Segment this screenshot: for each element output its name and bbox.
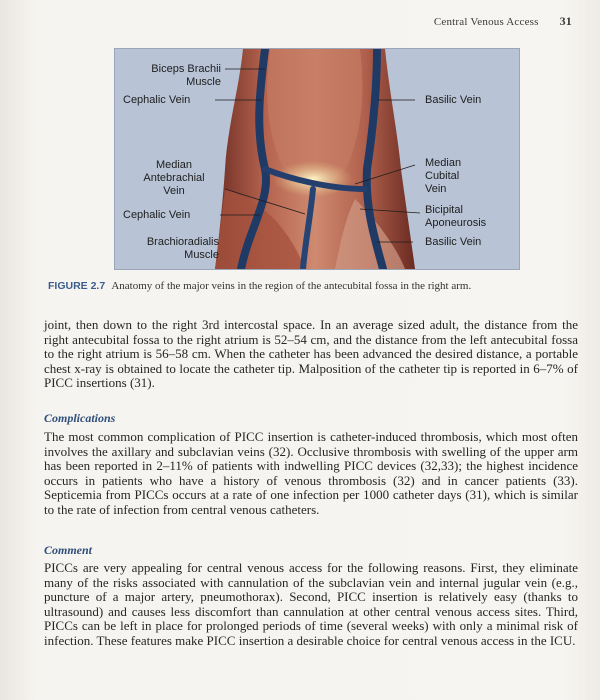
label-median-antebrachial [129, 159, 219, 198]
label-median-cubital [425, 157, 461, 196]
anatomy-figure [114, 48, 520, 270]
heading-complications: Complications [44, 411, 116, 425]
label-cephalic-bottom-text: Cephalic Vein [123, 209, 191, 221]
label-bicipital-text: Bicipital Aponeurosis [425, 204, 487, 229]
label-median-cubital-text: Median Cubital Vein [425, 157, 462, 195]
label-bicipital-aponeurosis [425, 204, 486, 230]
paragraph-2: The most common complication of PICC insertion is catheter-induced thrombosis, which most often involves the axillary and subclavian veins (32). Occlusive thrombosis with swelling of the upper arm has been reported in 2–11% of patients with indwelling PICC devices (32,33); the highest incidence occurs in patients who have a history of venous thrombosis (32) and in cancer patients (33). Septicemia from PICCs occurs at a rate of one infection per 1000 catheter days (31), which is similar to the rate of infection from central venous catheters. [44, 429, 578, 517]
paragraph-3: PICCs are very appealing for central venous access for the following reasons. First, they eliminate many of the risks associated with cannulation of the subclavian vein and internal jugular vein (e.g., puncture of a major artery, pneumothorax). Second, PICC insertion is relatively easy (thanks to ultrasound) and causes less discomfort than cannulation at other central venous access sites. Third, PICCs can be left in place for prolonged periods of time (several weeks) with only a minimal risk of infection. These features make PICC insertion a desirable choice for central venous access in the ICU. [44, 560, 578, 648]
label-basilic-vein-bottom [425, 236, 481, 249]
label-cephalic-vein-bottom [123, 209, 190, 222]
page-number: 31 [559, 14, 572, 28]
figure-caption [48, 279, 568, 293]
label-biceps-brachii [121, 63, 221, 89]
paragraph-1: joint, then down to the right 3rd intercostal space. In an average sized adult, the distance from the right antecubital fossa to the right atrium is 52–54 cm, and the distance from the left antecubital fossa to the right atrium is 56–58 cm. When the catheter has been advanced the desired distance, a portable chest x-ray is obtained to locate the catheter tip. Malposition of the catheter tip is reported in 6–7% of PICC insertions (31). [44, 317, 578, 391]
heading-comment: Comment [44, 543, 93, 557]
label-basilic-top-text: Basilic Vein [425, 94, 482, 106]
figure-number: FIGURE 2.7 [48, 280, 106, 292]
running-head-title: Central Venous Access [433, 16, 539, 28]
label-cephalic-vein-top [123, 94, 190, 107]
label-brachioradialis [119, 236, 219, 262]
label-median-antebrachial-text: Median Antebrachial Vein [143, 159, 205, 197]
label-brachioradialis-text: Brachioradialis Muscle [146, 236, 219, 261]
figure-caption-text: Anatomy of the major veins in the region of the antecubital fossa in the right arm. [111, 280, 472, 292]
label-basilic-bottom-text: Basilic Vein [425, 236, 482, 248]
label-basilic-vein-top [425, 94, 481, 107]
running-head [434, 14, 572, 29]
label-cephalic-top-text: Cephalic Vein [123, 94, 191, 106]
label-biceps-text: Biceps Brachii Muscle [151, 63, 221, 88]
